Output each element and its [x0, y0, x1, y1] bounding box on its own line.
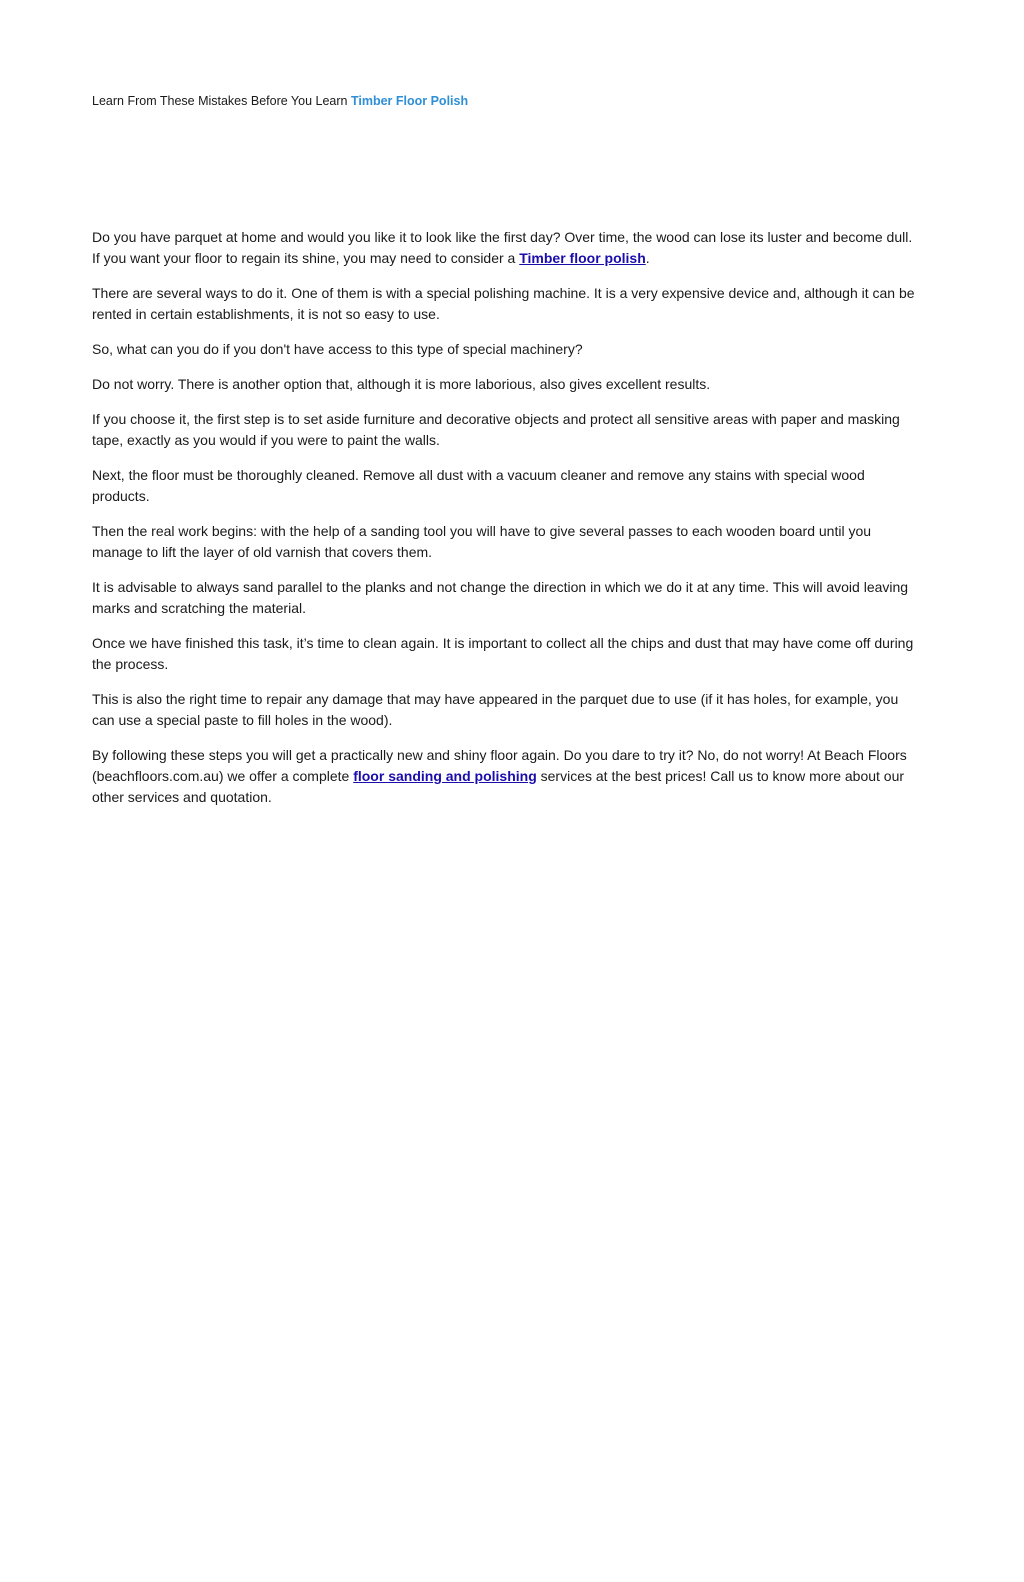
paragraph-question: So, what can you do if you don't have access to this type of special machinery? [92, 341, 583, 357]
paragraph-cleaning: Next, the floor must be thoroughly cleaned. Remove all dust with a vacuum cleaner and remove any stains with special wood products. [92, 467, 865, 504]
document-title-prefix: Learn From These Mistakes Before You Learn [92, 94, 351, 108]
document-title-highlight: Timber Floor Polish [350, 94, 469, 108]
paragraph-conclusion-end: services at the best prices! Call us to know more about our other services and quotation. [92, 768, 905, 805]
document-body [92, 227, 922, 822]
paragraph-polishing-machine: There are several ways to do it. One of them is with a special polishing machine. It is a very expensive device and, although it can be rented in certain establishments, it is not so easy to use. [92, 285, 915, 322]
floor-sanding-polishing-link[interactable]: floor sanding and polishing [353, 768, 537, 784]
paragraph-conclusion-text: By following these steps you will get a practically new and shiny floor again. Do you dare to try it? No, do not worry! At Beach Floors (beachfloors.com.au) we offer a complete [92, 747, 907, 784]
paragraph-sand-direction: It is advisable to always sand parallel to the planks and not change the direction in which we do it at any time. This will avoid leaving marks and scratching the material. [92, 579, 909, 616]
paragraph-conclusion [92, 745, 922, 808]
timber-floor-polish-link[interactable]: Timber floor polish [519, 250, 646, 266]
paragraph-first-step: If you choose it, the first step is to set aside furniture and decorative objects and protect all sensitive areas with paper and masking tape, exactly as you would if you were to paint the walls. [92, 411, 900, 448]
document-title [92, 92, 468, 110]
paragraph-intro-text: Do you have parquet at home and would you like it to look like the first day? Over time, the wood can lose its luster and become dull. If you want your floor to regain its shine, you may need to consider a [92, 229, 913, 266]
paragraph-another-option: Do not worry. There is another option that, although it is more laborious, also gives excellent results. [92, 376, 711, 392]
paragraph-sanding: Then the real work begins: with the help of a sanding tool you will have to give several passes to each wooden board until you manage to lift the layer of old varnish that covers them. [92, 523, 872, 560]
paragraph-repair: This is also the right time to repair any damage that may have appeared in the parquet due to use (if it has holes, for example, you can use a special paste to fill holes in the wood). [92, 691, 899, 728]
paragraph-intro [92, 227, 922, 269]
paragraph-intro-end: . [645, 250, 650, 266]
paragraph-clean-again: Once we have finished this task, it’s time to clean again. It is important to collect all the chips and dust that may have come off during the process. [92, 635, 914, 672]
